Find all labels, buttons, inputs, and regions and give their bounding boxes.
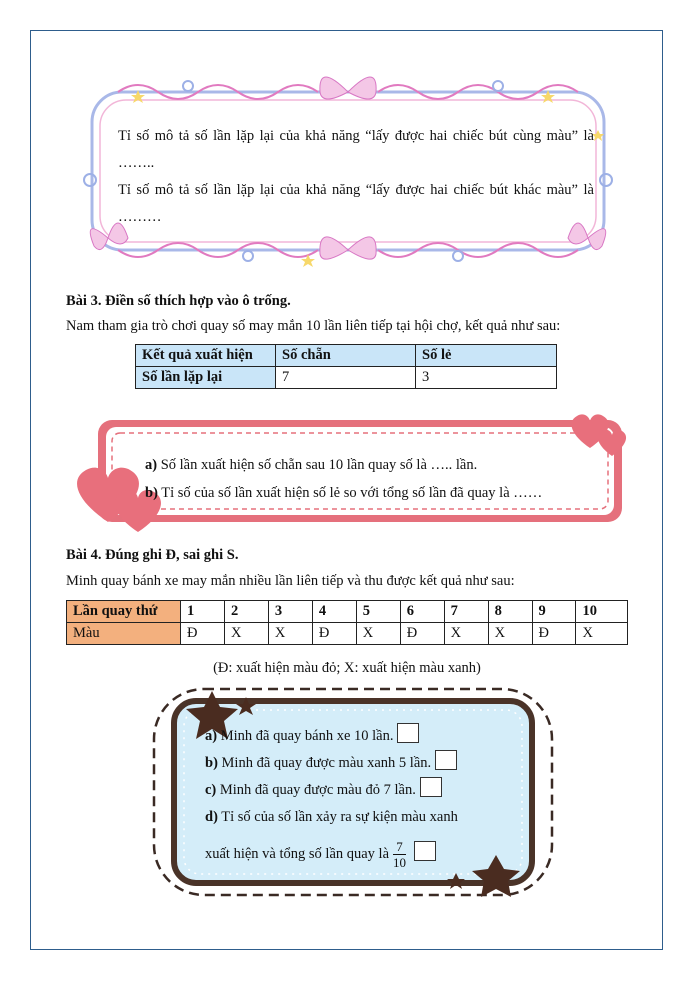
question-text: Tỉ số của số lần xuất hiện số lẻ so với tổng số lần đã quay là …… (161, 485, 543, 501)
bai4-question-d-cont (205, 839, 510, 870)
answer-box-c[interactable] (420, 777, 442, 797)
bai4-intro: Minh quay bánh xe may mắn nhiều lần liên tiếp và thu được kết quả như sau: (66, 573, 515, 589)
bai3-question-b (145, 479, 542, 507)
table-cell: 6 (400, 601, 444, 623)
table-cell: X (444, 623, 488, 645)
table-cell: 5 (356, 601, 400, 623)
table-cell: X (488, 623, 532, 645)
question-text: Số lần xuất hiện số chẵn sau 10 lần quay số là ….. lần. (160, 457, 478, 473)
table-header-cell: Kết quả xuất hiện (136, 345, 276, 367)
table-cell: 10 (576, 601, 628, 623)
bai4-questions (205, 723, 510, 870)
table-cell: 2 (224, 601, 268, 623)
fraction-numerator: 7 (393, 839, 406, 855)
bai4-question-a (205, 723, 510, 750)
table-cell: X (356, 623, 400, 645)
box1-line1: Tỉ số mô tả số lần lặp lại của khả năng “lấy được hai chiếc bút cùng màu” là …….. (118, 128, 594, 171)
table-header-cell: Số lẻ (416, 345, 557, 367)
table-row-label: Lần quay thứ (67, 601, 181, 623)
color-legend: (Đ: xuất hiện màu đỏ; X: xuất hiện màu xanh) (213, 660, 481, 676)
table-row (136, 367, 557, 389)
table-cell: 7 (276, 367, 416, 389)
table-cell: 3 (416, 367, 557, 389)
question-text: xuất hiện và tổng số lần quay là (205, 845, 390, 862)
table-header-cell: Số chẵn (276, 345, 416, 367)
table-cell: 9 (532, 601, 576, 623)
answer-box-b[interactable] (435, 750, 457, 770)
answer-box-a[interactable] (397, 723, 419, 743)
question-text: Minh đã quay được màu xanh 5 lần. (221, 755, 432, 771)
question-label: d) (205, 809, 218, 825)
table-row (67, 623, 628, 645)
question-label: a) (205, 728, 218, 744)
table-cell: 8 (488, 601, 532, 623)
table-cell: 4 (312, 601, 356, 623)
table-cell: 1 (181, 601, 225, 623)
table-cell: Đ (400, 623, 444, 645)
table-cell: Đ (181, 623, 225, 645)
answer-box-d[interactable] (414, 841, 436, 861)
table-cell: 7 (444, 601, 488, 623)
table-row-label: Màu (67, 623, 181, 645)
question-label: b) (145, 485, 158, 501)
table-row (67, 601, 628, 623)
table-row (136, 345, 557, 367)
question-label: b) (205, 755, 218, 771)
fraction-denominator: 10 (393, 855, 407, 870)
bai4-question-d (205, 804, 510, 831)
question-label: a) (145, 457, 158, 473)
bai3-intro: Nam tham gia trò chơi quay số may mắn 10 lần liên tiếp tại hội chợ, kết quả như sau: (66, 318, 561, 334)
table-cell: X (576, 623, 628, 645)
table-cell: Đ (312, 623, 356, 645)
box1-line2: Tỉ số mô tả số lần lặp lại của khả năng “lấy được hai chiếc bút khác màu” là ……… (118, 182, 594, 225)
table-row-label: Số lần lặp lại (136, 367, 276, 389)
bai3-title: Bài 3. Điền số thích hợp vào ô trống. (66, 293, 291, 309)
question-text: Minh đã quay được màu đỏ 7 lần. (219, 782, 416, 798)
table-cell: X (224, 623, 268, 645)
bai3-question-a (145, 451, 542, 479)
question-text: Tỉ số của số lần xảy ra sự kiện màu xanh (221, 809, 458, 825)
fraction (393, 839, 406, 870)
bai4-question-b (205, 750, 510, 777)
box1-text (118, 123, 594, 231)
table-cell: X (268, 623, 312, 645)
bai3-questions (145, 451, 542, 507)
bai4-question-c (205, 777, 510, 804)
question-label: c) (205, 782, 217, 798)
table-cell: 3 (268, 601, 312, 623)
bai3-table (135, 344, 557, 389)
table-cell: Đ (532, 623, 576, 645)
bai4-table (66, 600, 628, 645)
bai4-title: Bài 4. Đúng ghi Đ, sai ghi S. (66, 547, 239, 563)
question-text: Minh đã quay bánh xe 10 lần. (220, 728, 394, 744)
